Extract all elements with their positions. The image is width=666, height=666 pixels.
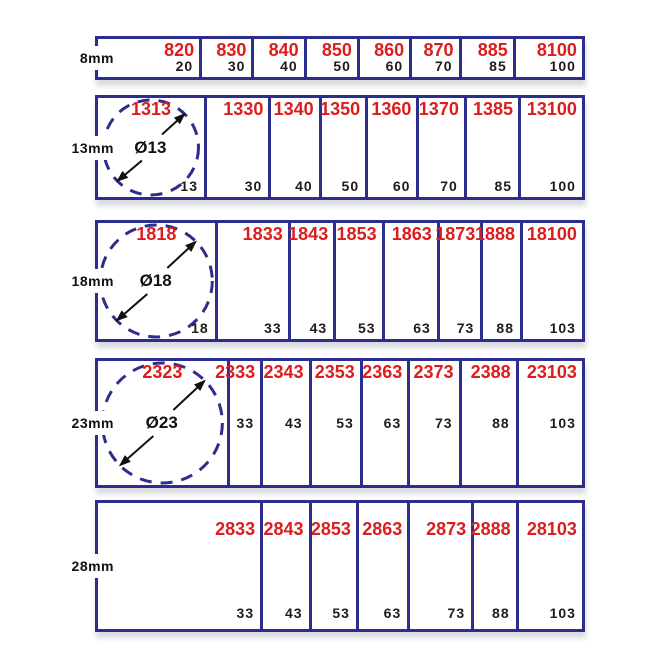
width-value: 103: [549, 320, 576, 336]
width-value: 88: [492, 415, 510, 431]
width-value: 53: [332, 605, 350, 621]
product-code: 1360: [371, 99, 412, 119]
width-value: 33: [264, 320, 282, 336]
product-code: 2863: [362, 519, 403, 539]
size-cell: [319, 98, 365, 197]
size-cell: [516, 503, 582, 629]
width-value: 40: [280, 58, 298, 74]
size-cell: [459, 361, 516, 485]
width-value: 100: [549, 58, 576, 74]
width-value: 73: [434, 415, 453, 431]
size-cell: [474, 223, 520, 339]
product-code: 2833: [215, 519, 256, 539]
product-code: 2343: [263, 362, 304, 382]
width-value: 103: [549, 415, 576, 431]
width-value: 40: [295, 178, 313, 194]
product-code: 1818: [136, 224, 177, 244]
size-row: [79, 36, 585, 80]
width-value: 43: [284, 415, 303, 431]
size-cell: [268, 98, 318, 197]
product-code: 1843: [288, 224, 329, 244]
width-value: 70: [440, 178, 458, 194]
product-code: 2363: [362, 362, 403, 382]
product-code: 830: [216, 40, 247, 60]
product-code: 2888: [470, 519, 511, 539]
width-value: 100: [549, 178, 576, 194]
size-row: [71, 358, 585, 488]
size-cell: [260, 503, 308, 629]
size-cell: [98, 361, 227, 485]
row-height-label: 28mm: [66, 554, 114, 578]
size-cell: [309, 361, 360, 485]
width-value: 63: [383, 605, 402, 621]
width-value: 53: [358, 320, 376, 336]
diameter-label: Ø23: [145, 413, 178, 432]
size-row: [71, 95, 585, 200]
product-code: 13100: [526, 99, 577, 119]
product-code: 1863: [391, 224, 432, 244]
size-cell: [204, 98, 268, 197]
size-cell: [356, 503, 407, 629]
row-height-label: 8mm: [74, 46, 114, 70]
width-value: 33: [236, 605, 255, 621]
width-value: 63: [413, 320, 431, 336]
width-value: 73: [447, 605, 466, 621]
size-cell: [199, 39, 251, 77]
product-code: 1853: [336, 224, 377, 244]
size-row: [71, 500, 585, 632]
width-value: 70: [434, 58, 453, 74]
product-code: 1385: [473, 99, 514, 119]
width-value: 30: [244, 178, 263, 194]
width-value: 13: [180, 178, 198, 194]
product-code: 820: [164, 40, 195, 60]
width-value: 85: [489, 58, 507, 74]
product-code: 8100: [536, 40, 577, 60]
width-value: 63: [383, 415, 402, 431]
size-cell: [407, 503, 471, 629]
size-cell: [98, 223, 215, 339]
product-code: 1833: [242, 224, 283, 244]
size-cell: [98, 503, 260, 629]
width-value: 73: [456, 320, 475, 336]
width-value: 50: [341, 178, 360, 194]
size-cell: [464, 98, 518, 197]
size-cell: [260, 361, 308, 485]
product-code: 885: [477, 40, 508, 60]
product-code: 28103: [526, 519, 577, 539]
product-code: 840: [268, 40, 299, 60]
product-code: 2873: [426, 519, 467, 539]
size-cell: [518, 98, 582, 197]
width-value: 33: [236, 415, 255, 431]
size-cell: [416, 98, 463, 197]
width-value: 88: [492, 605, 510, 621]
size-cell: [215, 223, 288, 339]
size-row: [71, 220, 585, 342]
width-value: 60: [392, 178, 411, 194]
row-height-label: 18mm: [66, 269, 114, 293]
width-value: 18: [191, 320, 209, 336]
size-cell: [365, 98, 416, 197]
width-value: 88: [496, 320, 514, 336]
size-cell: [304, 39, 357, 77]
product-code: 1330: [223, 99, 264, 119]
diameter-label: Ø18: [139, 271, 172, 290]
diameter-label: Ø13: [134, 137, 167, 157]
width-value: 43: [284, 605, 303, 621]
row-height-label: 13mm: [66, 136, 114, 160]
size-cell: [288, 223, 333, 339]
size-cell: [459, 39, 513, 77]
product-code: 2388: [470, 362, 511, 382]
width-value: 20: [175, 58, 194, 74]
product-code: 1873: [435, 224, 476, 244]
size-cell: [513, 39, 582, 77]
size-cell: [309, 503, 356, 629]
product-code: 2333: [215, 362, 256, 382]
width-value: 53: [336, 415, 354, 431]
product-code: 2843: [263, 519, 304, 539]
size-cell: [382, 223, 437, 339]
product-code: 18100: [526, 224, 577, 244]
width-value: 50: [333, 58, 351, 74]
product-code: 1888: [474, 224, 515, 244]
width-value: 60: [385, 58, 404, 74]
product-code: 2853: [310, 519, 351, 539]
size-cell: [251, 39, 303, 77]
product-code: 23103: [526, 362, 577, 382]
product-code: 1313: [130, 99, 172, 119]
width-value: 43: [309, 320, 328, 336]
width-value: 30: [227, 58, 246, 74]
product-code: 1340: [273, 99, 314, 119]
product-code: 1370: [418, 99, 459, 119]
size-cell: [333, 223, 381, 339]
size-cell: [520, 223, 582, 339]
size-cell: [471, 503, 516, 629]
product-code: 2373: [413, 362, 454, 382]
size-cell: [437, 223, 481, 339]
width-value: 85: [494, 178, 513, 194]
product-code: 2353: [314, 362, 355, 382]
row-height-label: 23mm: [66, 411, 114, 435]
size-cell: [516, 361, 582, 485]
product-code: 850: [321, 40, 352, 60]
product-code: 860: [374, 40, 405, 60]
width-value: 103: [549, 605, 576, 621]
size-cell: [407, 361, 458, 485]
size-cell: [357, 39, 409, 77]
size-cell: [360, 361, 407, 485]
size-cell: [215, 361, 260, 485]
product-code: 870: [423, 40, 454, 60]
product-code: 1350: [320, 99, 361, 119]
size-cell: [409, 39, 458, 77]
product-code: 2323: [142, 362, 183, 382]
